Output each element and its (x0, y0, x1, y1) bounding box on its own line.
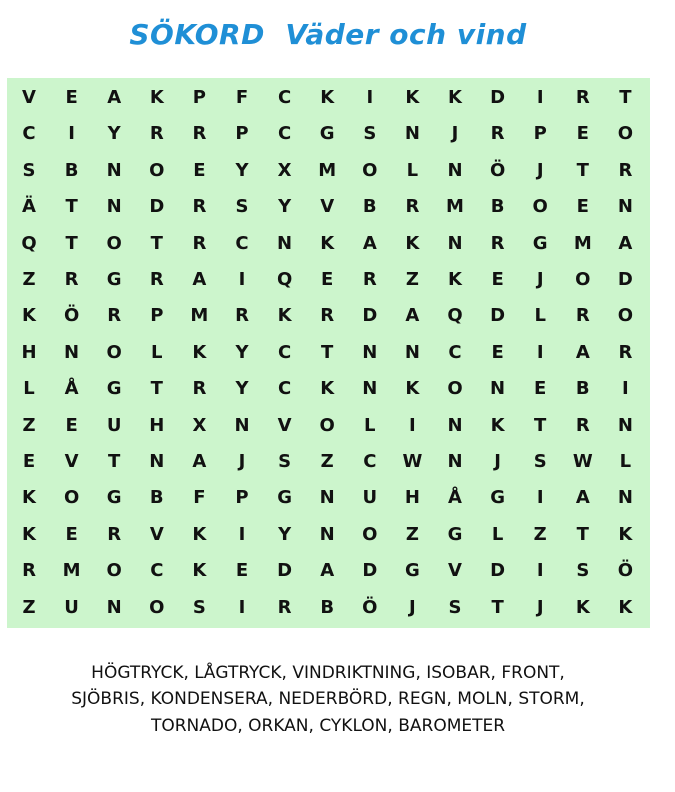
grid-cell[interactable]: K (448, 87, 462, 108)
grid-cell[interactable]: R (320, 305, 335, 327)
grid-cell[interactable]: N (447, 159, 463, 181)
grid-cell[interactable]: I (238, 523, 246, 545)
grid-cell[interactable]: S (576, 560, 590, 582)
grid-cell[interactable]: Ö (489, 159, 506, 181)
grid-cell[interactable]: R (149, 123, 164, 145)
grid-cell[interactable]: N (617, 487, 633, 509)
grid-cell[interactable]: L (406, 159, 419, 181)
grid-cell[interactable]: T (534, 414, 547, 436)
grid-cell[interactable]: A (320, 560, 335, 582)
grid-cell[interactable]: K (490, 414, 505, 436)
grid-cell[interactable]: S (192, 596, 206, 618)
grid-cell[interactable]: L (491, 523, 504, 545)
grid-cell[interactable]: V (22, 87, 36, 108)
grid-cell[interactable]: E (22, 451, 36, 472)
grid-cell[interactable]: O (362, 159, 378, 181)
grid-cell[interactable]: E (65, 523, 78, 545)
grid-cell[interactable]: N (234, 414, 250, 436)
grid-cell[interactable]: J (536, 269, 544, 290)
grid-cell[interactable]: Z (405, 523, 419, 545)
grid-row (7, 590, 650, 626)
grid-row (7, 262, 650, 298)
grid-row (7, 335, 650, 371)
grid-cell[interactable]: N (447, 232, 463, 254)
grid-cell[interactable]: Z (22, 269, 36, 290)
grid-cell[interactable]: Z (22, 596, 36, 618)
word-list-line: SJÖBRIS, KONDENSERA, NEDERBÖRD, REGN, MOLN, STORM, (71, 689, 585, 710)
grid-cell[interactable]: I (536, 87, 544, 108)
grid-cell[interactable]: E (193, 159, 206, 181)
grid-cell[interactable]: Y (278, 523, 292, 545)
grid-cell[interactable]: J (238, 451, 246, 472)
grid-cell[interactable]: G (106, 487, 122, 509)
grid-cell[interactable]: N (106, 596, 122, 618)
grid-cell[interactable]: G (106, 269, 122, 290)
grid-cell[interactable]: N (106, 159, 122, 181)
grid-cell[interactable]: Y (235, 159, 249, 181)
grid-cell[interactable]: M (190, 305, 209, 327)
grid-cell[interactable]: R (490, 123, 505, 145)
grid-cell[interactable]: E (321, 269, 334, 290)
grid-cell[interactable]: N (404, 341, 420, 363)
grid-cell[interactable]: K (22, 487, 36, 509)
grid-cell[interactable]: Z (405, 269, 419, 290)
grid-cell[interactable]: Y (235, 341, 249, 363)
grid-cell[interactable]: O (362, 523, 378, 545)
grid-cell[interactable]: E (534, 378, 547, 400)
grid-cell[interactable]: Q (276, 269, 293, 290)
grid-cell[interactable]: B (490, 196, 505, 218)
grid-cell[interactable]: T (576, 159, 589, 181)
grid-cell[interactable]: O (106, 560, 122, 582)
grid-cell[interactable]: N (362, 378, 378, 400)
grid-cell[interactable]: O (106, 232, 122, 254)
grid-cell[interactable]: A (107, 87, 122, 108)
grid-cell[interactable]: E (65, 87, 78, 108)
grid-cell[interactable]: I (68, 123, 75, 145)
grid-cell[interactable]: I (536, 487, 544, 509)
grid-cell[interactable]: B (149, 487, 164, 509)
grid-row (7, 371, 650, 407)
grid-cell[interactable]: L (619, 451, 632, 472)
grid-cell[interactable]: S (448, 596, 462, 618)
grid-cell[interactable]: C (277, 341, 292, 363)
grid-cell[interactable]: X (192, 414, 207, 436)
grid-row (7, 298, 650, 334)
grid-cell[interactable]: S (22, 159, 36, 181)
grid-cell[interactable]: K (618, 596, 633, 618)
grid-cell[interactable]: E (491, 341, 504, 363)
grid-cell[interactable]: B (362, 196, 377, 218)
grid-cell[interactable]: N (64, 341, 80, 363)
grid-cell[interactable]: C (235, 232, 249, 254)
grid-cell[interactable]: D (490, 560, 506, 582)
grid-cell[interactable]: K (575, 596, 590, 618)
grid-cell[interactable]: J (536, 596, 544, 618)
grid-cell[interactable]: P (235, 123, 249, 145)
grid-cell[interactable]: L (534, 305, 546, 327)
grid-cell[interactable]: R (490, 232, 505, 254)
grid-cell[interactable]: M (446, 196, 464, 218)
grid-cell[interactable]: D (362, 305, 378, 327)
grid-cell[interactable]: V (64, 451, 79, 472)
grid-cell[interactable]: A (405, 305, 420, 327)
grid-cell[interactable]: R (192, 123, 207, 145)
grid-cell[interactable]: T (65, 196, 78, 218)
grid-cell[interactable]: K (405, 232, 420, 254)
grid-cell[interactable]: N (447, 414, 463, 436)
grid-cell[interactable]: R (235, 305, 249, 327)
grid-row (7, 444, 650, 480)
grid-cell[interactable]: R (575, 414, 590, 436)
grid-cell[interactable]: E (235, 560, 249, 582)
letter-grid (7, 78, 650, 628)
grid-cell[interactable]: P (235, 487, 249, 509)
grid-cell[interactable]: C (22, 123, 36, 145)
grid-cell[interactable]: S (363, 123, 377, 145)
grid-cell[interactable]: N (447, 451, 463, 472)
grid-cell[interactable]: K (22, 305, 36, 327)
grid-cell[interactable]: R (149, 269, 164, 290)
grid-cell[interactable]: N (149, 451, 165, 472)
grid-cell[interactable]: I (238, 269, 246, 290)
grid-row (7, 116, 650, 152)
grid-cell[interactable]: Q (21, 232, 37, 254)
grid-cell[interactable]: T (65, 232, 78, 254)
grid-cell[interactable]: W (572, 451, 593, 472)
grid-cell[interactable]: R (618, 341, 633, 363)
grid-cell[interactable]: Ö (63, 305, 80, 327)
grid-row (7, 553, 650, 589)
grid-cell[interactable]: D (490, 305, 506, 327)
grid-cell[interactable]: N (106, 196, 122, 218)
grid-cell[interactable]: G (106, 378, 122, 400)
grid-cell[interactable]: C (448, 341, 462, 363)
grid-cell[interactable]: K (320, 87, 335, 108)
grid-cell[interactable]: O (63, 487, 80, 509)
grid-cell[interactable]: G (405, 560, 420, 582)
grid-cell[interactable]: M (573, 232, 592, 254)
word-list (0, 660, 656, 739)
grid-cell[interactable]: A (575, 487, 590, 509)
grid-cell[interactable]: K (192, 523, 207, 545)
grid-cell[interactable]: N (490, 378, 506, 400)
grid-cell[interactable]: K (320, 378, 335, 400)
grid-cell[interactable]: U (106, 414, 122, 436)
grid-cell[interactable]: K (192, 560, 207, 582)
grid-cell[interactable]: Z (320, 451, 334, 472)
grid-cell[interactable]: R (107, 305, 122, 327)
grid-cell[interactable]: R (575, 87, 590, 108)
grid-cell[interactable]: U (362, 487, 378, 509)
grid-cell[interactable]: I (536, 341, 544, 363)
grid-cell[interactable]: F (235, 87, 249, 108)
grid-cell[interactable]: O (575, 269, 591, 290)
grid-cell[interactable]: N (362, 341, 378, 363)
grid-row (7, 480, 650, 516)
grid-cell[interactable]: S (278, 451, 292, 472)
grid-cell[interactable]: R (618, 159, 633, 181)
grid-cell[interactable]: B (64, 159, 79, 181)
grid-cell[interactable]: G (490, 487, 505, 509)
grid-cell[interactable]: C (277, 123, 292, 145)
grid-cell[interactable]: N (319, 523, 335, 545)
grid-cell[interactable]: A (362, 232, 377, 254)
grid-cell[interactable]: Y (107, 123, 121, 145)
grid-cell[interactable]: J (494, 451, 501, 472)
grid-cell[interactable]: V (149, 523, 164, 545)
grid-cell[interactable]: A (575, 341, 590, 363)
grid-cell[interactable]: L (151, 341, 163, 363)
grid-cell[interactable]: S (533, 451, 547, 472)
grid-cell[interactable]: Q (447, 305, 463, 327)
grid-cell[interactable]: K (405, 87, 420, 108)
grid-cell[interactable]: Y (235, 378, 249, 400)
grid-cell[interactable]: R (192, 378, 207, 400)
grid-cell[interactable]: K (277, 305, 292, 327)
grid-cell[interactable]: O (149, 159, 165, 181)
grid-cell[interactable]: L (23, 378, 35, 400)
grid-cell[interactable]: G (532, 232, 548, 254)
grid-cell[interactable]: U (64, 596, 79, 618)
grid-cell[interactable]: V (277, 414, 292, 436)
grid-cell[interactable]: R (575, 305, 590, 327)
grid-cell[interactable]: I (536, 560, 544, 582)
grid-cell[interactable]: N (404, 123, 420, 145)
grid-cell[interactable]: H (149, 414, 165, 436)
grid-cell[interactable]: M (62, 560, 81, 582)
grid-cell[interactable]: G (319, 123, 335, 145)
grid-cell[interactable]: A (192, 269, 207, 290)
grid-cell[interactable]: T (150, 232, 163, 254)
grid-cell[interactable]: C (363, 451, 377, 472)
grid-cell[interactable]: N (277, 232, 293, 254)
grid-cell[interactable]: K (149, 87, 164, 108)
grid-cell[interactable]: C (277, 378, 292, 400)
grid-cell[interactable]: I (622, 378, 629, 400)
grid-cell[interactable]: N (617, 196, 633, 218)
grid-cell[interactable]: X (277, 159, 292, 181)
grid-cell[interactable]: Ä (22, 196, 36, 218)
grid-cell[interactable]: B (575, 378, 590, 400)
grid-cell[interactable]: I (238, 596, 246, 618)
grid-row (7, 408, 650, 444)
grid-cell[interactable]: K (618, 523, 633, 545)
grid-cell[interactable]: P (192, 87, 206, 108)
grid-cell[interactable]: C (277, 87, 292, 108)
grid-cell[interactable]: O (532, 196, 548, 218)
grid-cell[interactable]: W (402, 451, 423, 472)
grid-cell[interactable]: K (448, 269, 462, 290)
grid-cell[interactable]: R (362, 269, 377, 290)
grid-cell[interactable]: J (451, 123, 459, 145)
grid-cell[interactable]: T (321, 341, 334, 363)
grid-cell[interactable]: N (319, 487, 335, 509)
grid-row (7, 226, 650, 262)
grid-cell[interactable]: I (409, 414, 416, 436)
grid-row (7, 153, 650, 189)
grid-cell[interactable]: T (150, 378, 163, 400)
grid-cell[interactable]: F (193, 487, 206, 509)
grid-cell[interactable]: L (364, 414, 376, 436)
grid-cell[interactable]: E (491, 269, 504, 290)
grid-cell[interactable]: C (150, 560, 164, 582)
grid-cell[interactable]: R (277, 596, 292, 618)
grid-cell[interactable]: O (617, 305, 634, 327)
grid-cell[interactable]: K (192, 341, 207, 363)
grid-cell[interactable]: K (320, 232, 335, 254)
grid-cell[interactable]: E (576, 123, 589, 145)
grid-cell[interactable]: H (21, 341, 37, 363)
grid-cell[interactable]: R (107, 523, 122, 545)
grid-row (7, 80, 650, 116)
grid-cell[interactable]: J (409, 596, 416, 618)
grid-cell[interactable]: N (617, 414, 633, 436)
grid-cell[interactable]: R (192, 232, 207, 254)
grid-cell[interactable]: O (447, 378, 463, 400)
grid-cell[interactable]: O (319, 414, 335, 436)
grid-cell[interactable]: K (405, 378, 420, 400)
grid-cell[interactable]: E (65, 414, 78, 436)
grid-cell[interactable]: Z (22, 414, 36, 436)
grid-cell[interactable]: T (619, 87, 632, 108)
grid-cell[interactable]: G (277, 487, 292, 509)
word-list-line: TORNADO, ORKAN, CYKLON, BAROMETER (150, 715, 506, 736)
grid-cell[interactable]: A (192, 451, 207, 472)
grid-cell[interactable]: A (618, 232, 633, 254)
grid-cell[interactable]: T (108, 451, 121, 472)
grid-cell[interactable]: Ö (362, 596, 378, 618)
grid-row (7, 517, 650, 553)
grid-cell[interactable]: O (106, 341, 122, 363)
grid-cell[interactable]: S (235, 196, 249, 218)
grid-cell[interactable]: R (192, 196, 207, 218)
grid-cell[interactable]: R (405, 196, 420, 218)
grid-cell[interactable]: G (447, 523, 463, 545)
grid-cell[interactable]: P (150, 305, 164, 327)
grid-cell[interactable]: R (64, 269, 79, 290)
grid-cell[interactable]: D (490, 87, 506, 108)
grid-cell[interactable]: Ö (617, 560, 634, 582)
grid-cell[interactable]: B (320, 596, 335, 618)
grid-cell[interactable]: D (617, 269, 633, 290)
grid-row (7, 189, 650, 225)
grid-cell[interactable]: P (533, 123, 547, 145)
grid-cell[interactable]: J (536, 159, 544, 181)
grid-cell[interactable]: O (617, 123, 634, 145)
grid-cell[interactable]: E (576, 196, 589, 218)
grid-cell[interactable]: T (576, 523, 589, 545)
page-title: SÖKORD Väder och vind (129, 18, 527, 51)
grid-cell[interactable]: O (149, 596, 165, 618)
grid-cell[interactable]: T (491, 596, 504, 618)
grid-cell[interactable]: I (366, 87, 374, 108)
grid-cell[interactable]: V (448, 560, 462, 582)
grid-cell[interactable]: D (149, 196, 165, 218)
word-list-line: HÖGTRYCK, LÅGTRYCK, VINDRIKTNING, ISOBAR, FRONT, (91, 663, 565, 683)
grid-cell[interactable]: Å (448, 487, 462, 509)
grid-cell[interactable]: K (22, 523, 36, 545)
grid-cell[interactable]: D (362, 560, 378, 582)
grid-cell[interactable]: H (404, 487, 420, 509)
grid-cell[interactable]: M (318, 159, 337, 181)
grid-cell[interactable]: Å (64, 378, 79, 400)
grid-cell[interactable]: R (22, 560, 36, 582)
grid-cell[interactable]: Y (278, 196, 292, 218)
grid-cell[interactable]: Z (533, 523, 547, 545)
grid-cell[interactable]: V (320, 196, 335, 218)
grid-cell[interactable]: D (277, 560, 293, 582)
